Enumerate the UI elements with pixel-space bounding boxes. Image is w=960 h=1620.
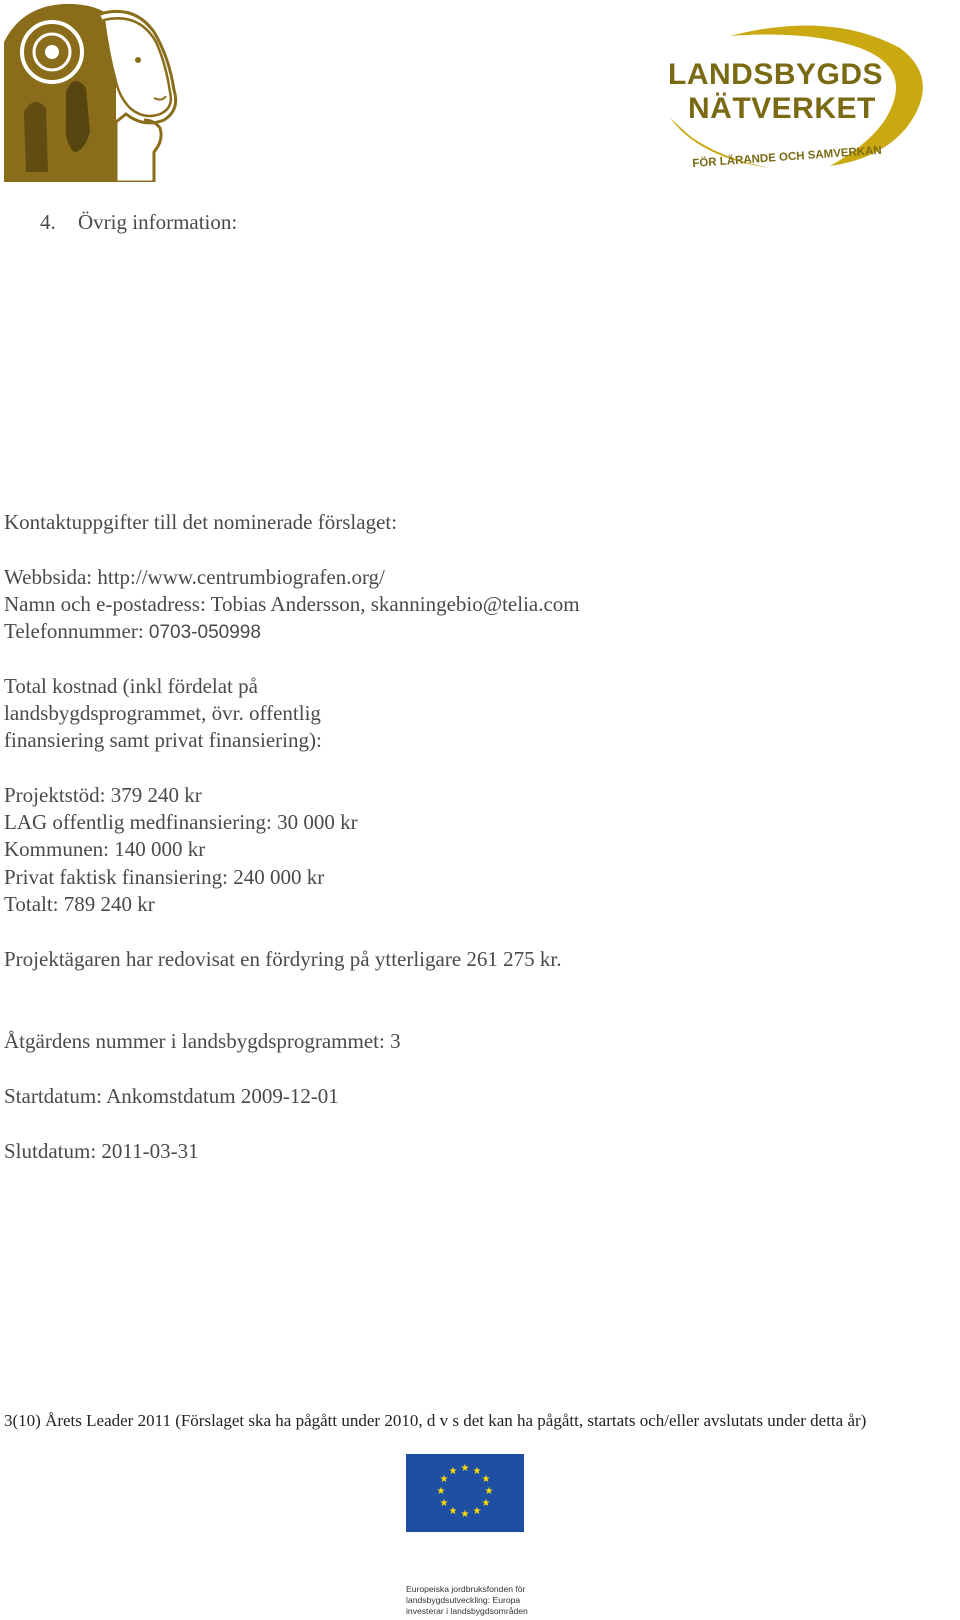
section-number: 4. bbox=[40, 210, 56, 234]
svg-text:★: ★ bbox=[439, 1498, 449, 1509]
ram-logo bbox=[4, 2, 180, 182]
cost-item: LAG offentlig medfinansiering: 30 000 kr bbox=[4, 810, 358, 834]
svg-text:★: ★ bbox=[481, 1498, 491, 1509]
eu-emblem bbox=[404, 1454, 528, 1620]
cost-item: Projektstöd: 379 240 kr bbox=[4, 783, 202, 807]
eu-caption-line3: investerar i landsbygdsområden bbox=[406, 1606, 528, 1616]
phone-value: 0703-050998 bbox=[148, 622, 261, 643]
eu-flag-icon bbox=[406, 1454, 524, 1532]
cost-note: Projektägaren har redovisat en fördyring på ytterligare 261 275 kr. bbox=[4, 947, 562, 971]
cost-item: Kommunen: 140 000 kr bbox=[4, 837, 206, 861]
svg-text:★: ★ bbox=[460, 1509, 470, 1520]
svg-text:★: ★ bbox=[472, 1506, 482, 1517]
cost-item: Totalt: 789 240 kr bbox=[4, 892, 155, 916]
cost-intro-line1: Total kostnad (inkl fördelat på bbox=[4, 674, 258, 698]
start-date: Startdatum: Ankomstdatum 2009-12-01 bbox=[4, 1084, 339, 1108]
logo-line1: LANDSBYGDS bbox=[668, 58, 884, 91]
svg-text:★: ★ bbox=[448, 1466, 458, 1477]
logo-line2: NÄTVERKET bbox=[688, 92, 876, 125]
phone-label: Telefonnummer: bbox=[4, 619, 149, 643]
measure-number: Åtgärdens nummer i landsbygdsprogrammet: 3 bbox=[4, 1029, 401, 1053]
landsbygdsnatverket-logo bbox=[660, 18, 930, 188]
contact-heading: Kontaktuppgifter till det nominerade förslaget: bbox=[4, 510, 398, 534]
svg-text:★: ★ bbox=[460, 1463, 470, 1474]
svg-text:★: ★ bbox=[436, 1486, 446, 1497]
cost-intro-line3: finansiering samt privat finansiering): bbox=[4, 728, 322, 752]
eu-caption-line2: landsbygdsutveckling: Europa bbox=[406, 1595, 521, 1605]
footer-text: 3(10) Årets Leader 2011 (Förslaget ska ha pågått under 2010, d v s det kan ha pågått, startats och/eller avslutats under detta år) bbox=[4, 1411, 867, 1430]
svg-text:★: ★ bbox=[439, 1474, 449, 1485]
svg-text:★: ★ bbox=[472, 1466, 482, 1477]
website-line: Webbsida: http://www.centrumbiografen.org/ bbox=[4, 565, 385, 589]
section-title: Övrig information: bbox=[78, 210, 238, 234]
cost-item: Privat faktisk finansiering: 240 000 kr bbox=[4, 865, 325, 889]
eu-caption-line1: Europeiska jordbruksfonden för bbox=[406, 1584, 526, 1594]
logo-tagline: FÖR LÄRANDE OCH SAMVERKAN bbox=[692, 144, 883, 170]
ram-logo-icon bbox=[4, 2, 180, 182]
cost-intro-line2: landsbygdsprogrammet, övr. offentlig bbox=[4, 701, 321, 725]
end-date: Slutdatum: 2011-03-31 bbox=[4, 1139, 199, 1163]
svg-text:★: ★ bbox=[481, 1474, 491, 1485]
name-email-line: Namn och e-postadress: Tobias Andersson, skanningebio@telia.com bbox=[4, 592, 580, 616]
svg-text:★: ★ bbox=[448, 1506, 458, 1517]
phone-line bbox=[4, 617, 261, 647]
svg-text:★: ★ bbox=[484, 1486, 494, 1497]
